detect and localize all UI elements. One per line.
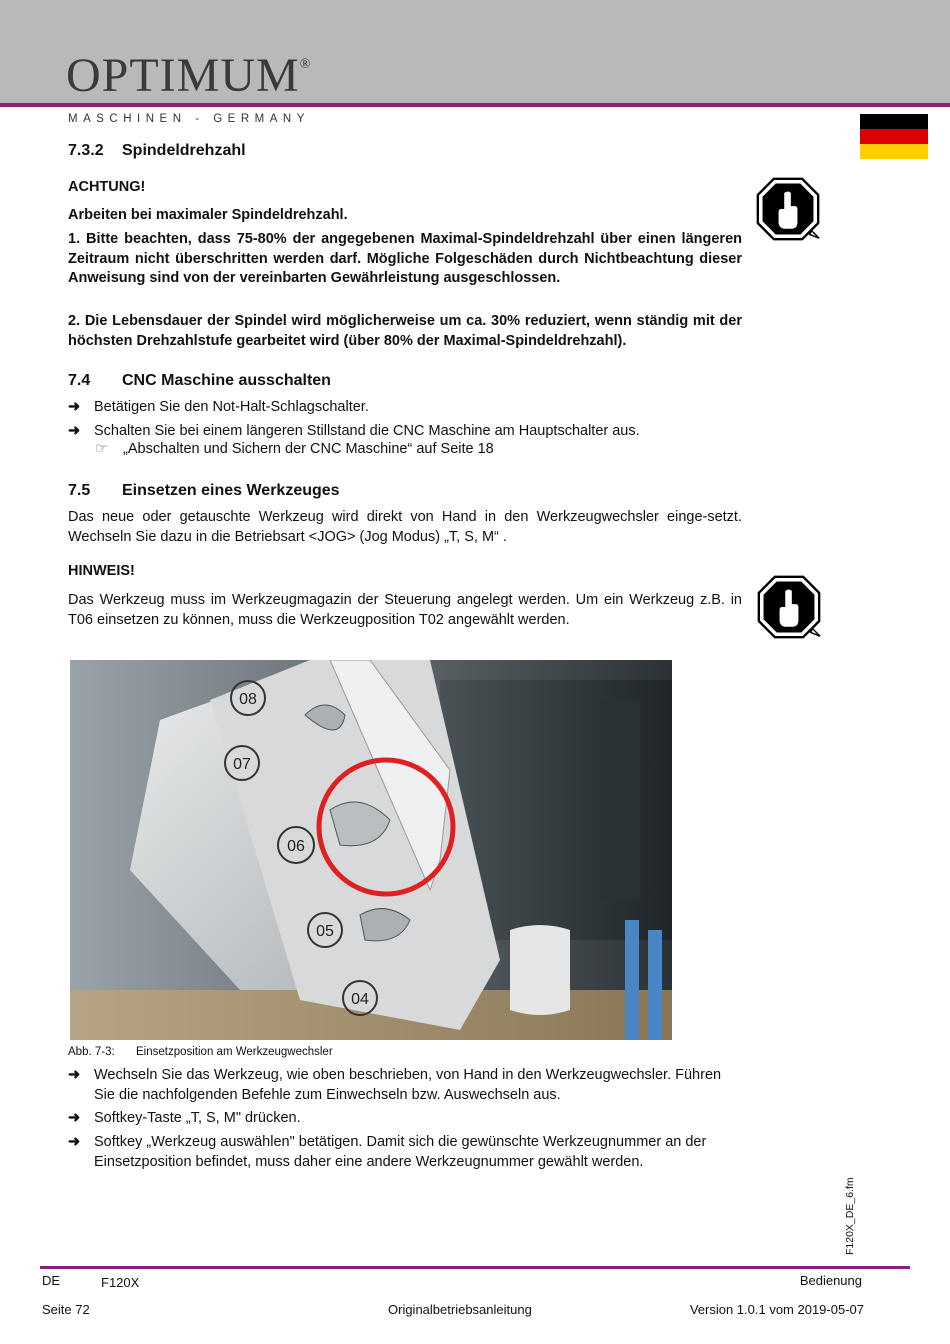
- section-heading-7-4: 7.4 CNC Maschine ausschalten: [68, 372, 331, 389]
- german-flag-icon: [860, 114, 928, 159]
- optimum-logo: OPTIMUM®: [66, 49, 312, 102]
- list-item: ➜ Softkey-Taste „T, S, M" drücken.: [68, 1109, 742, 1129]
- slot-label: 05: [316, 923, 334, 940]
- achtung-point-1: 1. Bitte beachten, dass 75-80% der angegebenen Maximal-Spindeldrehzahl über einen längeren Zeitraum nicht überschritten werden darf. Mögliche Folgeschäden durch Nichtbeachtung dieser Anweisung sind von der vereinbarten Gewährleistung ausgeschlossen.: [68, 231, 742, 286]
- arrow-right-icon: ➜: [68, 1110, 81, 1126]
- arrow-right-icon: ➜: [68, 1134, 81, 1150]
- header-divider: [0, 103, 950, 107]
- arrow-right-icon: ➜: [68, 423, 81, 439]
- achtung-intro: Arbeiten bei maximaler Spindeldrehzahl.: [68, 207, 348, 223]
- list-item: ➜ Schalten Sie bei einem längeren Stillstand die CNC Maschine am Hauptschalter aus.: [68, 422, 742, 442]
- slot-label: 04: [351, 991, 369, 1008]
- footer-divider: [40, 1266, 910, 1269]
- arrow-right-icon: ➜: [68, 399, 81, 415]
- file-name-label: F120X_DE_6.fm: [844, 1177, 856, 1255]
- slot-label: 06: [287, 838, 305, 855]
- footer-document-type: Originalbetriebsanleitung: [388, 1302, 532, 1317]
- slot-label: 07: [233, 756, 251, 773]
- list-item: ➜ Wechseln Sie das Werkzeug, wie oben beschrieben, von Hand in den Werkzeugwechsler. Führen Sie die nachfolgenden Befehle zum Einwechseln bzw. Auswechseln aus.: [68, 1067, 722, 1103]
- section-heading-7-5: 7.5 Einsetzen eines Werkzeuges: [68, 482, 340, 499]
- tool-changer-photo: [70, 660, 672, 1040]
- page-header: [0, 0, 950, 103]
- section-paragraph: Das neue oder getauschte Werkzeug wird direkt von Hand in den Werkzeugwechsler einge-setzt. Wechseln Sie dazu in die Betriebsart <JOG> (Jog Modus) „T, S, M“ .: [68, 509, 742, 545]
- footer-model: F120X: [101, 1275, 140, 1290]
- figure-caption: Abb. 7-3: Einsetzposition am Werkzeugwechsler: [68, 1046, 333, 1058]
- pointing-hand-icon: ☞: [95, 441, 108, 457]
- hinweis-text: Das Werkzeug muss im Werkzeugmagazin der Steuerung angelegt werden. Um ein Werkzeug z.B. in T06 einsetzen zu können, muss die Werkzeugposition T02 angewählt werden.: [68, 592, 742, 628]
- arrow-right-icon: ➜: [68, 1067, 81, 1083]
- footer-page-number: Seite 72: [42, 1302, 90, 1317]
- cross-reference-link[interactable]: ☞ „Abschalten und Sichern der CNC Maschine“ auf Seite 18: [95, 441, 494, 457]
- achtung-point-2: 2. Die Lebensdauer der Spindel wird möglicherweise um ca. 30% reduziert, wenn ständig mit der höchsten Drehzahlstufe gearbeitet wird (über 80% der Maximal-Spindeldrehzahl).: [68, 313, 742, 349]
- attention-hand-icon: [756, 574, 822, 640]
- logo-tagline: MASCHINEN - GERMANY: [68, 113, 310, 125]
- list-item: ➜ Betätigen Sie den Not-Halt-Schlagschalter.: [68, 398, 742, 418]
- list-item: ➜ Softkey „Werkzeug auswählen" betätigen. Damit sich die gewünschte Werkzeugnummer an der Einsetzposition befindet, muss daher eine andere Werkzeugnummer gewählt werden.: [68, 1134, 707, 1170]
- hinweis-label: HINWEIS!: [68, 563, 135, 579]
- footer-language: DE: [42, 1273, 61, 1288]
- section-heading-7-3-2: 7.3.2 Spindeldrehzahl: [68, 142, 246, 159]
- slot-label: 08: [239, 691, 257, 708]
- footer-section: Bedienung: [799, 1273, 862, 1288]
- attention-hand-icon: [755, 176, 821, 242]
- achtung-label: ACHTUNG!: [68, 179, 146, 195]
- footer-version: Version 1.0.1 vom 2019-05-07: [689, 1302, 864, 1317]
